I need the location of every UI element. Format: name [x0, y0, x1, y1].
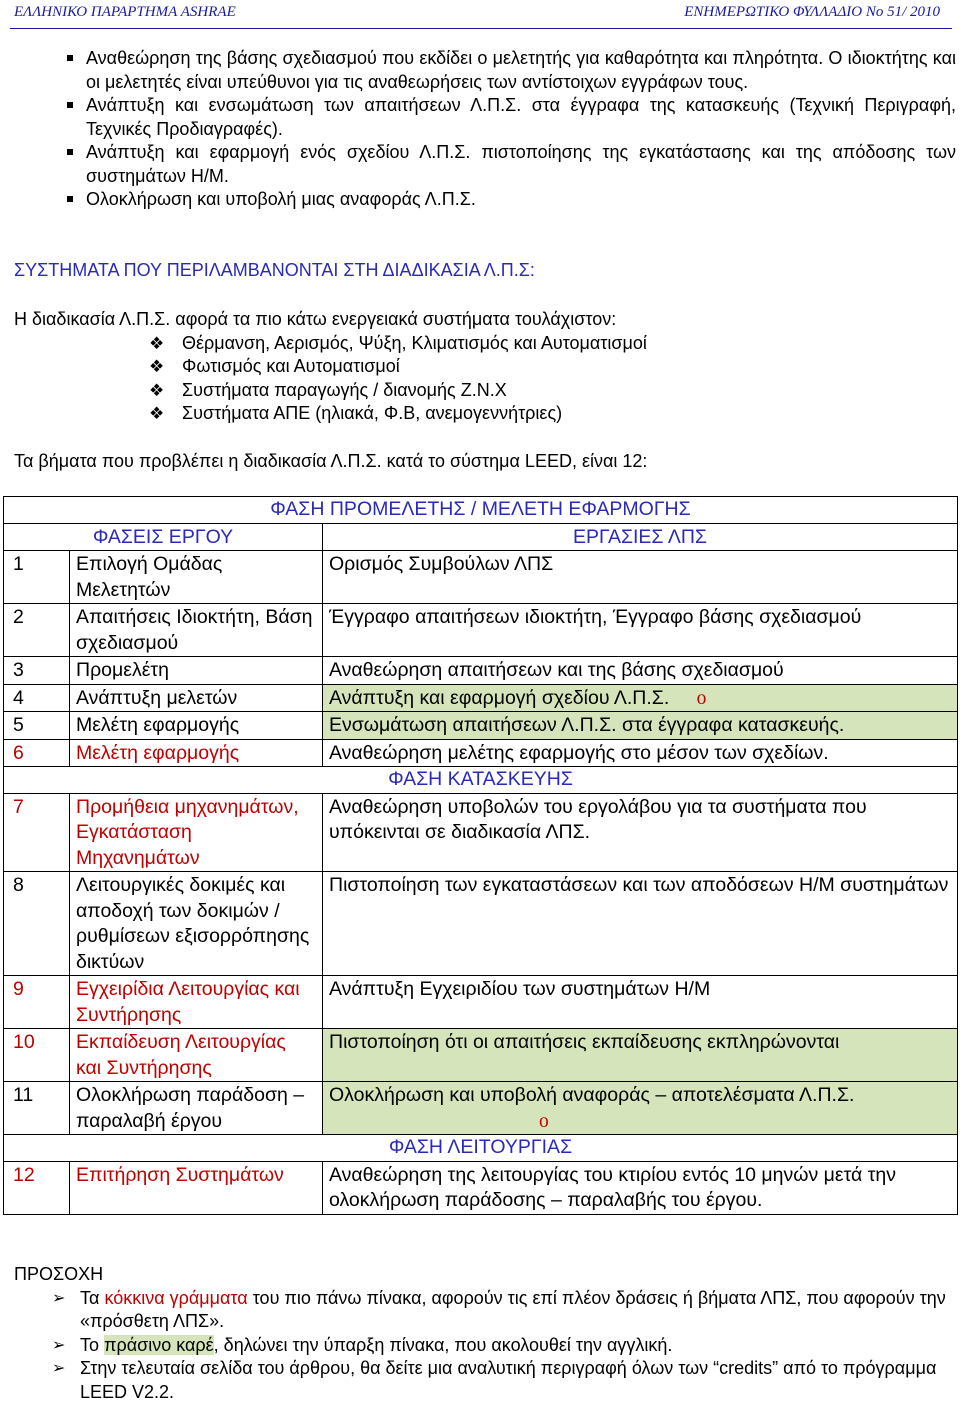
note-item: ➢ Το πράσινο καρέ, δηλώνει την ύπαρξη πίνακα, που ακολουθεί την αγγλική.: [14, 1334, 956, 1358]
table-row: 4 Ανάπτυξη μελετών Ανάπτυξη και εφαρμογή σχεδίου Λ.Π.Σ. ο: [4, 684, 958, 712]
systems-block: [14, 308, 956, 426]
table-row: 6 Μελέτη εφαρμογής Αναθεώρηση μελέτης εφαρμογής στο μέσον των σχεδίων.: [4, 739, 958, 767]
steps-table: [3, 496, 958, 1215]
bullet-item: Ανάπτυξη και ενσωμάτωση των απαιτήσεων Λ.Π.Σ. στα έγγραφα της κατασκευής (Τεχνική Περιγραφή, Τεχνικές Προδιαγραφές).: [14, 94, 956, 141]
arrow-bullet-icon: ➢: [52, 1360, 66, 1377]
section-title: ΣΥΣΤΗΜΑΤΑ ΠΟΥ ΠΕΡΙΛΑΜΒΑΝΟΝΤΑΙ ΣΤΗ ΔΙΑΔΙΚΑΣΙΑ Λ.Π.Σ:: [14, 260, 535, 280]
table-row: 9 Εγχειρίδια Λειτουργίας και Συντήρησης Ανάπτυξη Εγχειριδίου των συστημάτων Η/Μ: [4, 976, 958, 1029]
notes-title: ΠΡΟΣΟΧΗ: [14, 1264, 104, 1284]
col-header-tasks: ΕΡΓΑΣΙΕΣ ΛΠΣ: [323, 523, 958, 551]
diamond-bullet-icon: ❖: [149, 404, 165, 423]
phase-construction: ΦΑΣΗ ΚΑΤΑΣΚΕΥΗΣ: [4, 767, 958, 794]
table-row: 7 Προμήθεια μηχανημάτων, Εγκατάσταση Μηχανημάτων Αναθεώρηση υποβολών του εργολάβου για τα συστήματα που υπόκεινται σε διαδικασία ΛΠΣ.: [4, 793, 958, 872]
arrow-bullet-icon: ➢: [52, 1289, 66, 1307]
bullet-item: Ανάπτυξη και εφαρμογή ενός σχεδίου Λ.Π.Σ. πιστοποίησης της εγκατάστασης και της απόδοσης των συστημάτων Η/Μ.: [14, 141, 956, 188]
system-item: ❖ Συστήματα ΑΠΕ (ηλιακά, Φ.Β, ανεμογεννήτριες): [14, 402, 956, 426]
system-item: ❖ Φωτισμός και Αυτοματισμοί: [14, 355, 956, 379]
arrow-bullet-icon: ➢: [52, 1336, 66, 1354]
bullet-list: [14, 47, 956, 212]
table-row: 3 Προμελέτη Αναθεώρηση απαιτήσεων και της βάσης σχεδιασμού: [4, 657, 958, 685]
col-header-phases: ΦΑΣΕΙΣ ΕΡΓΟΥ: [4, 523, 323, 551]
header-left: ΕΛΛΗΝΙΚΟ ΠΑΡΑΡΤΗΜΑ ASHRAE: [14, 4, 236, 20]
table-row: 12 Επιτήρηση Συστημάτων Αναθεώρηση της λειτουργίας του κτιρίου εντός 10 μηνών μετά την ολοκλήρωση παράδοσης – παραλαβής του έργου.: [4, 1161, 958, 1214]
system-item: ❖ Συστήματα παραγωγής / διανομής Ζ.Ν.Χ: [14, 379, 956, 403]
header-right: ΕΝΗΜΕΡΩΤΙΚΟ ΦΥΛΛΑΔΙΟ No 51/ 2010: [684, 4, 940, 20]
steps-intro: Τα βήματα που προβλέπει η διαδικασία Λ.Π.Σ. κατά το σύστημα LEED, είναι 12:: [14, 451, 648, 471]
table-row: 10 Εκπαίδευση Λειτουργίας και Συντήρησης Πιστοποίηση ότι οι απαιτήσεις εκπαίδευσης εκπληρώνονται: [4, 1029, 958, 1082]
header-rule: [10, 28, 952, 29]
phase-operation: ΦΑΣΗ ΛΕΙΤΟΥΡΓΙΑΣ: [4, 1135, 958, 1162]
system-item: ❖ Θέρμανση, Αερισμός, Ψύξη, Κλιματισμός και Αυτοματισμοί: [14, 332, 956, 356]
note-item: ➢ Τα κόκκινα γράμματα του πιο πάνω πίνακα, αφορούν τις επί πλέον δράσεις ή βήματα ΛΠΣ, που αφορούν την «πρόσθετη ΛΠΣ».: [52, 1287, 946, 1331]
table-row: 8 Λειτουργικές δοκιμές και αποδοχή των δοκιμών / ρυθμίσεων εξισορρόπησης δικτύων Πιστοποίηση των εγκαταστάσεων και των αποδόσεων Η/Μ συστημάτων: [4, 872, 958, 976]
intro-text: Η διαδικασία Λ.Π.Σ. αφορά τα πιο κάτω ενεργειακά συστήματα τουλάχιστον:: [14, 309, 617, 329]
notes-block: [14, 1263, 956, 1404]
diamond-bullet-icon: ❖: [149, 380, 165, 400]
bullet-item: Αναθεώρηση της βάσης σχεδιασμού που εκδίδει ο μελετητής για καθαρότητα και πληρότητα. Ο ιδιοκτήτης και οι μελετητές είναι υπεύθυνοι για τις αναθεωρήσεις των αντίστοιχων εγγράφων τους.: [14, 47, 956, 94]
page-header: [0, 0, 960, 30]
diamond-bullet-icon: ❖: [149, 357, 165, 376]
bullet-item: Ολοκλήρωση και υποβολή μιας αναφοράς Λ.Π.Σ.: [14, 188, 956, 212]
phase-design: ΦΑΣΗ ΠΡΟΜΕΛΕΤΗΣ / ΜΕΛΕΤΗ ΕΦΑΡΜΟΓΗΣ: [4, 497, 958, 524]
table-row: 5 Μελέτη εφαρμογής Ενσωμάτωση απαιτήσεων Λ.Π.Σ. στα έγγραφα κατασκευής.: [4, 712, 958, 740]
note-item: ➢ Στην τελευταία σελίδα του άρθρου, θα δείτε μια αναλυτική περιγραφή όλων των “credits” από το πρόγραμμα LEED V2.2.: [52, 1358, 937, 1402]
table-row: 11 Ολοκλήρωση παράδοση – παραλαβή έργου Ολοκλήρωση και υποβολή αναφοράς – αποτελέσματα Λ.Π.Σ. ο: [4, 1082, 958, 1135]
table-row: 1 Επιλογή Ομάδας Μελετητών Ορισμός Συμβούλων ΛΠΣ: [4, 551, 958, 604]
diamond-bullet-icon: ❖: [149, 333, 165, 353]
table-row: 2 Απαιτήσεις Ιδιοκτήτη, Βάση σχεδιασμού Έγγραφο απαιτήσεων ιδιοκτήτη, Έγγραφο βάσης σχεδιασμού: [4, 604, 958, 657]
